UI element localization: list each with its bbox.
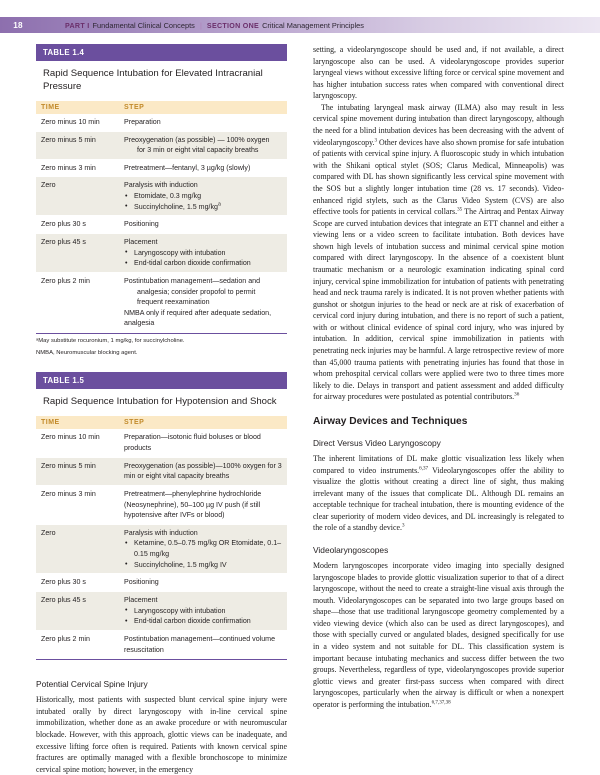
cell-step [122,237,283,269]
cell-step-bullets [124,191,283,212]
cell-step: Preparation—isotonic fluid boluses or blood products [124,433,261,452]
page-number: 18 [13,20,23,30]
paragraph-segment: The Airtraq and Pentax Airway Scope are curved intubation devices that integrate an ETT channel and either a viewing lens or a video screen to facilitate intubation. Both devices have shown high levels of intubation success and minimal cervical spine motion compared with direct laryngoscopy. In the absence of a coexistent blunt traumatic mechanism or a neurologic examination indicating spinal cord injury, cervical spine immobilization for intubation of patients with penetrating head and neck trauma rarely is indicated. It is not proven whether patients with gunshot or shotgun injuries to the head or neck are at risk of exacerbation of cervical cord injury during intubation, and there is no report of such a patient, with or without clinical evidence of spinal cord injury, who was injured by intubation. In addition, cervical spine immobilization in patients with penetrating neck injuries may be harmful. A large retrospective review of more than 45,000 trauma patients with penetrating injuries has found that those in whom prehospital cervical collars were applied were two to three times more likely to die. Delays in transport and patient assessment and added difficulty for airway procedures were postulated as potential contributors. [313,207,564,402]
table-footnote: ᵃMay substitute rocuronium, 1 mg/kg, for succinylcholine. [36,338,185,345]
reference-marker: 36 [514,391,520,398]
cell-step-bullets [124,538,283,570]
cell-time: Zero [41,181,56,190]
cell-step-sub: for 3 min or eight vital capacity breaths [137,146,259,155]
table-title: Rapid Sequence Intubation for Elevated Intracranial Pressure [43,68,263,92]
cell-time: Zero plus 2 min [41,276,90,285]
paragraph-ilma [313,102,564,403]
reference-marker: 6,37 [419,464,429,471]
paragraph-videolaryngoscope-setting: setting, a videolaryngoscope should be used and, if not available, a direct laryngoscope also can be used. A videolaryngoscope provides superior laryngeal views without excessive lifting force or cervical spine movement and has higher intubation success rates when compared with conventional direct laryngoscopy. [313,45,564,101]
cell-time: Zero plus 30 s [41,578,86,587]
heading-videolaryngoscopes: Videolaryngoscopes [313,544,389,555]
table-row [36,525,287,575]
cell-time: Zero minus 3 min [41,163,96,172]
table-row [36,177,287,216]
heading-direct-versus-video-laryngoscopy: Direct Versus Video Laryngoscopy [313,437,441,448]
reference-marker: 6,7,37,38 [431,699,451,706]
cell-step: Positioning [124,578,159,587]
breadcrumb-section-label: SECTION ONE [206,21,260,30]
paragraph-modern-laryngoscopes [313,560,564,711]
cell-time: Zero minus 5 min [41,135,96,144]
paragraph-cervical-spine: Historically, most patients with suspected blunt cervical spine injury were intubated orally by direct laryngoscopy with in-line cervical spine immobilization, whether done as an awake procedure or with neuromuscular blockade. However, with this approach, glottic views can be inadequate, and excessive lifting force often is required. Patients with known cervical spine fractures are optimally managed with a flexible bronchoscope to minimize cervical spine motion; however, in the emergency [36,695,287,774]
cell-time: Zero minus 10 min [41,117,100,126]
paragraph-segment: Modern laryngoscopes incorporate video imaging into specially designed laryngoscope blades to provide glottic visualization superior to that of a direct laryngoscope, without the need to create a straight-line visual axis through the mouth. Videolaryngoscopes can be separated into two large groups based on shape—those that use traditional laryngoscope geometry complemented by a video viewing device (which also can be used as direct laryngoscopes), and those with specially curved or angulated blades, designed specifically for use in a video system and not suitable for DL. This classification system is important because intubating mechanics and success differ between the two groups. Nevertheless, regardless of type, videolaryngoscopes provide superior glottic views and greater first-pass success when compared with direct laryngoscopes, particularly when the airway is difficult or when a nonexpert operator is performing the intubation. [313,560,564,709]
table-1-5 [36,372,287,660]
cell-step-bullets [124,248,283,269]
table-title: Rapid Sequence Intubation for Hypotension and Shock [43,396,277,408]
table-1-4 [36,44,287,358]
cell-step-main: Paralysis with induction [124,181,198,190]
breadcrumb-section-title: Critical Management Principles [262,20,364,30]
table-row [36,273,287,333]
column-header-step: STEP [124,419,145,427]
list-item: • Ketamine, 0.5–0.75 mg/kg OR Etomidate, 0.1–0.15 mg/kg [124,538,283,559]
cell-time: Zero minus 5 min [41,461,96,470]
cell-step: Preoxygenation (as possible)—100% oxygen for 3 min or eight vital capacity breaths [124,461,282,481]
reference-marker: 3 [401,522,405,529]
table-row [36,216,287,234]
cell-time: Zero minus 3 min [41,489,96,498]
cell-step [122,528,283,571]
cell-step [122,180,283,212]
cell-time: Zero plus 30 s [41,220,86,229]
table-row [36,234,287,273]
list-item [124,202,283,213]
paragraph-segment: Other devices have also shown promise for safe intubation of patients with cervical spine injury. A fluoroscopic study in which intubation with the Shikani optical stylet (SOS; Clarus Medical, Minneapolis) was compared with DL has shown significantly less cervical spine movement with the SOS but a slightly longer intubation time (28 vs. 17 seconds). Video-enhanced rigid stylets, such as the Clarus Video System (CVS) are also effective tools for patients in cervical collars. [313,137,564,217]
cell-step-main: Preoxygenation (as possible) — 100% oxygen [124,135,270,144]
cell-step-main: Paralysis with induction [124,528,198,537]
breadcrumb [65,21,364,30]
column-header-time: TIME [41,103,60,111]
cell-step-main: Postintubation management—sedation and [124,276,261,285]
paragraph-segment: The intubating laryngeal mask airway (ILMA) also may result in less cervical spine movement during intubation than direct laryngoscopy, although the need for a blind intubation devices has been decreasing with the advent of videolaryngoscopy. [313,102,564,147]
heading-potential-cervical-spine-injury: Potential Cervical Spine Injury [36,679,148,690]
cell-step: Pretreatment—fentanyl, 3 µg/kg (slowly) [124,163,251,172]
table-row [36,429,287,457]
paragraph-segment: Videolaryngoscopes offer the ability to visualize the glottis without creating a direct line of sight, thus making irrelevant many of the issues that complicate DL. Although DL remains an acceptable technique for tracheal intubation, there is mounting evidence of the clear superiority of modern video devices, and DL increasingly is relegated to the role of a standby device. [313,465,564,533]
cell-step-sub: analgesia; consider propofol to permit frequent reexamination [137,287,256,307]
list-item-text: Succinylcholine, 1.5 mg/kg [134,202,218,211]
table-column-headers [36,101,287,114]
cell-step [122,595,283,627]
table-row [36,458,287,486]
cell-time: Zero [41,528,56,537]
list-item: • Succinylcholine, 1.5 mg/kg IV [124,560,283,571]
cell-time: Zero minus 10 min [41,433,100,442]
cell-step: Positioning [124,220,159,229]
list-item: • End-tidal carbon dioxide confirmation [124,258,283,269]
cell-step: Preparation [124,117,161,126]
right-column [313,44,564,710]
list-item: • Etomidate, 0.3 mg/kg [124,191,283,202]
table-abbreviation-note: NMBA, Neuromuscular blocking agent. [36,350,138,357]
table-row [36,160,287,178]
cell-time: Zero plus 45 s [41,238,86,246]
table-number-label: TABLE 1.5 [36,372,287,389]
cell-step-sub2: NMBA only if required after adequate sedation, analgesia [124,308,272,328]
left-column [36,44,287,775]
heading-airway-devices-and-techniques: Airway Devices and Techniques [313,415,468,427]
reference-marker: 35 [457,206,463,213]
table-column-headers [36,416,287,429]
cell-step [122,135,283,156]
table-row [36,631,287,659]
table-row [36,486,287,525]
breadcrumb-part-title: Fundamental Clinical Concepts [92,20,195,30]
reference-marker: 3 [374,137,378,143]
cell-step-bullets [124,606,283,627]
breadcrumb-separator: | [199,20,202,30]
cell-step-main: Placement [124,596,158,605]
table-row [36,574,287,592]
table-row [36,114,287,132]
paragraph-dl-limitations [313,453,564,534]
cell-step-main: Placement [124,238,158,246]
list-item: • End-tidal carbon dioxide confirmation [124,616,283,627]
column-header-step: STEP [124,103,145,111]
page-running-header [0,17,600,33]
paragraph-segment: The inherent limitations of DL make glottic visualization less likely when compared to video instruments. [313,453,564,475]
footnote-marker: a [218,201,221,208]
breadcrumb-part-label: PART I [65,21,90,30]
cell-step [122,276,283,329]
table-row [36,592,287,631]
cell-time: Zero plus 2 min [41,634,90,643]
table-number-label: TABLE 1.4 [36,44,287,61]
cell-step: Pretreatment—phenylephrine hydrochloride (Neosynephrine), 50–100 µg IV push (if still hypotensive after IVFs or blood) [124,489,262,520]
column-header-time: TIME [41,419,60,427]
table-row [36,132,287,160]
list-item: • Laryngoscopy with intubation [124,248,283,259]
cell-step: Postintubation management—continued volume resuscitation [124,634,276,654]
list-item: • Laryngoscopy with intubation [124,606,283,617]
cell-time: Zero plus 45 s [41,596,86,605]
